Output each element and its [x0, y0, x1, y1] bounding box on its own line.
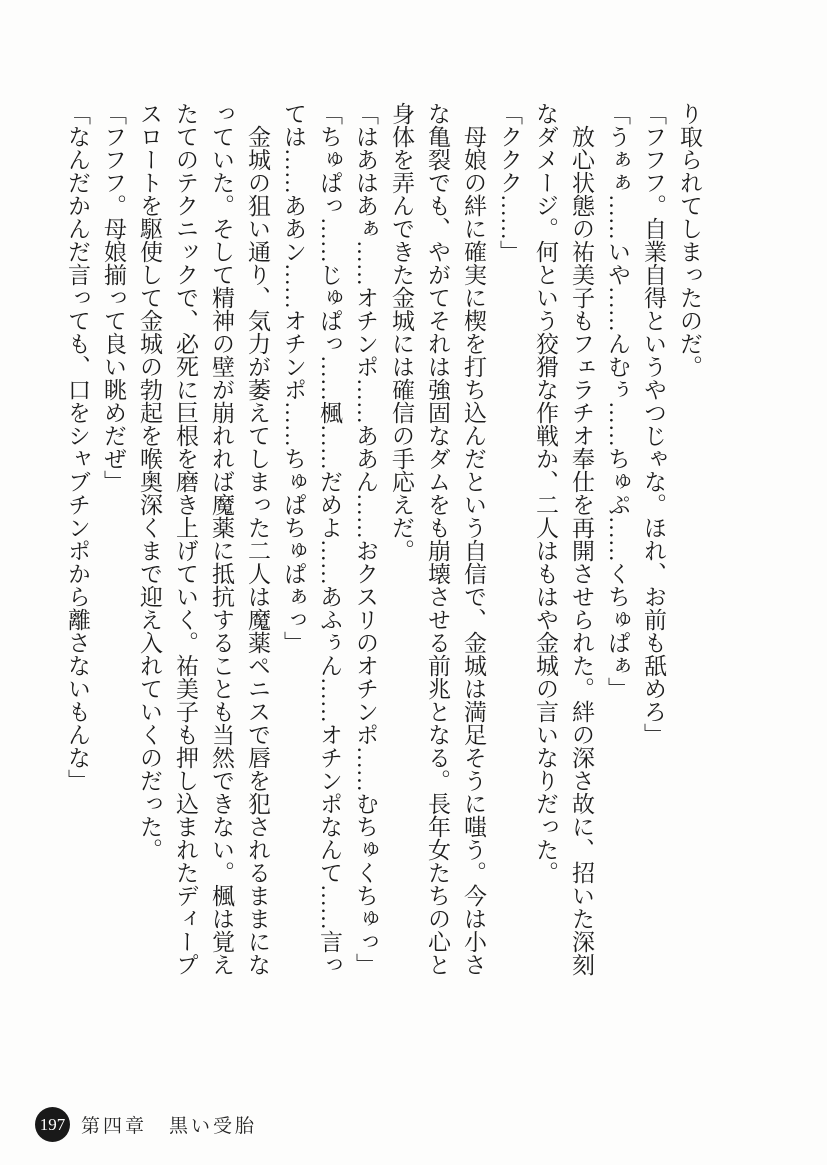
text-line: スロートを駆使して金城の勃起を喉奥深くまで迎え入れていくのだった。	[137, 102, 162, 861]
text-line: 「ククク……」	[497, 102, 522, 263]
text-line: 母娘の絆に確実に楔を打ち込んだという自信で、金城は満足そうに嗤う。今は小さ	[461, 125, 486, 976]
text-line: 「うぁぁ……いや……んむぅ……ちゅぷ……くちゅぱぁ」	[605, 102, 630, 700]
text-line: り取られてしまったのだ。	[677, 102, 702, 378]
text-line: ては……ああン……オチンポ……ちゅぱちゅぱぁっ」	[281, 102, 306, 654]
text-line: 金城の狙い通り、気力が萎えてしまった二人は魔薬ペニスで唇を犯されるままにな	[245, 125, 270, 976]
chapter-title: 第四章 黒い受胎	[81, 1116, 258, 1137]
page-footer	[35, 1107, 257, 1142]
text-line: 「フフフ。母娘揃って良い眺めだぜ」	[101, 102, 126, 493]
text-line: たてのテクニックで、必死に巨根を磨き上げていく。祐美子も押し込まれたディープ	[173, 102, 198, 976]
text-line: っていた。そして精神の壁が崩れれば魔薬に抵抗することも当然できない。楓は覚え	[209, 102, 234, 976]
text-line: 「はあはあぁ……オチンポ……ああん……おクスリのオチンポ……むちゅくちゅっ」	[353, 102, 378, 976]
text-line: 「なんだかんだ言っても、口をシャブチンポから離さないもんな」	[65, 102, 90, 792]
body-text	[59, 102, 707, 1014]
text-line: 放心状態の祐美子もフェラチオ奉仕を再開させられた。絆の深さ故に、招いた深刻	[569, 125, 594, 976]
text-line: な亀裂でも、やがてそれは強固なダムをも崩壊させる前兆となる。長年女たちの心と	[425, 102, 450, 976]
text-line: 「フフフ。自業自得というやつじゃな。ほれ、お前も舐めろ」	[641, 102, 666, 746]
page-number-badge: 197	[35, 1107, 70, 1142]
text-line: 身体を弄んできた金城には確信の手応えだ。	[389, 102, 414, 562]
text-line: 「ちゅぱっ……じゅぱっ……楓……だめよ……あふぅん……オチンポなんて……言っ	[317, 102, 342, 976]
text-line: なダメージ。何という狡猾な作戦か、二人はもはや金城の言いなりだった。	[533, 102, 558, 884]
